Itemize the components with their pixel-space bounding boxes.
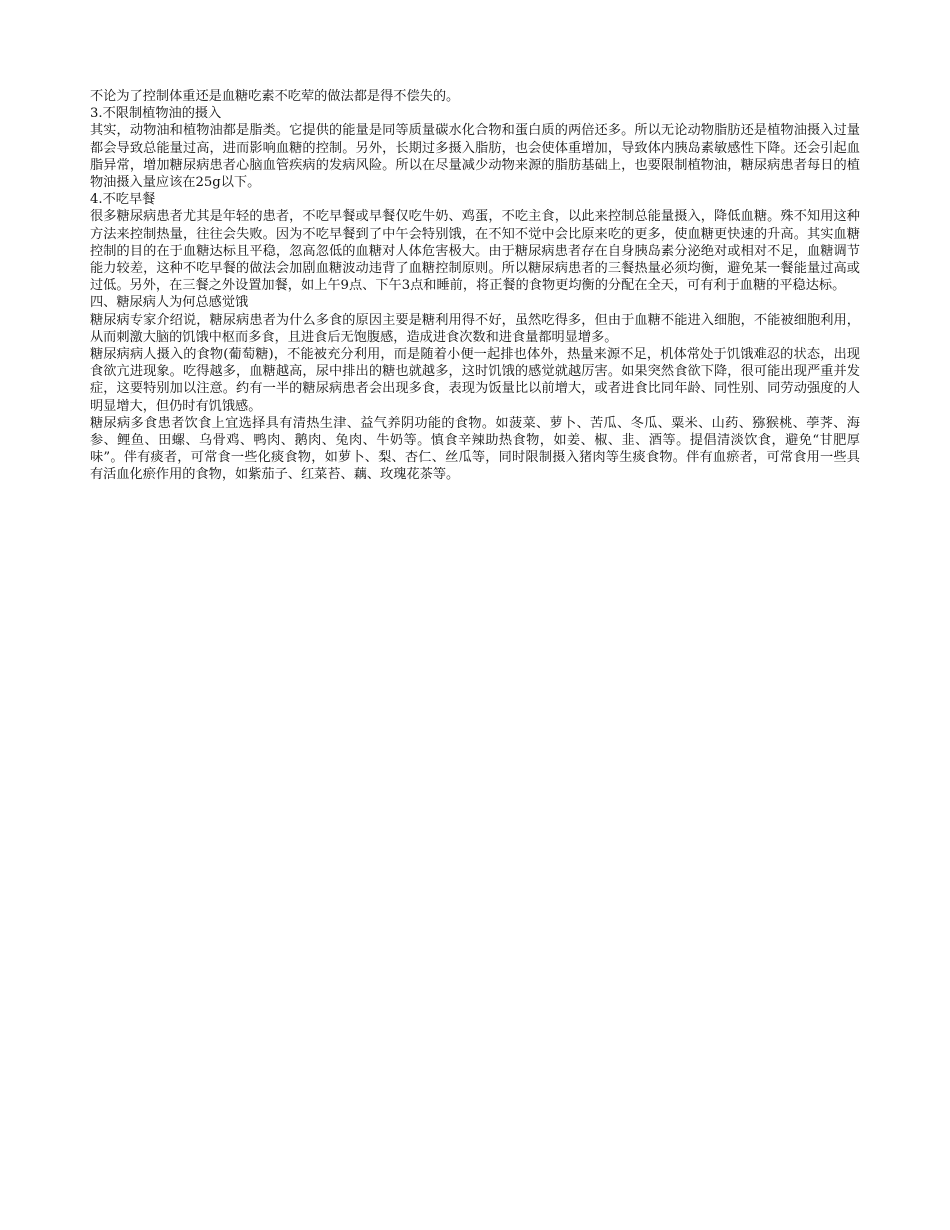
intro-paragraph: 不论为了控制体重还是血糖吃素不吃荤的做法都是得不偿失的。: [90, 89, 460, 104]
paragraph-hunger-cause: 糖尿病专家介绍说，糖尿病患者为什么多食的原因主要是糖利用得不好，虽然吃得多，但由于血糖不能进入细胞，不能被细胞利用，从而刺激大脑的饥饿中枢而多食，且进食后无饱腹感，造成进食次数和进食量都明显增多。: [90, 312, 860, 345]
document-body: [90, 88, 860, 484]
paragraph-oil-intake: 其实，动物油和植物油都是脂类。它提供的能量是同等质量碳水化合物和蛋白质的两倍还多。所以无论动物脂肪还是植物油摄入过量都会导致总能量过高，进而影响血糖的控制。另外，长期过多摄入脂肪，也会使体重增加，导致体内胰岛素敏感性下降。还会引起血脂异常，增加糖尿病患者心脑血管疾病的发病风险。所以在尽量减少动物来源的脂肪基础上，也要限制植物油，糖尿病患者每日的植物油摄入量应该在25g以下。: [90, 123, 860, 191]
paragraph-hunger-symptoms: 糖尿病病人摄入的食物(葡萄糖)，不能被充分利用，而是随着小便一起排也体外，热量来源不足，机体常处于饥饿难忍的状态，出现食欲亢进现象。吃得越多，血糖越高，尿中排出的糖也就越多，这时饥饿的感觉就越厉害。如果突然食欲下降，很可能出现严重并发症，这要特别加以注意。约有一半的糖尿病患者会出现多食，表现为饭量比以前增大，或者进食比同年龄、同性别、同劳动强度的人明显增大，但仍时有饥饿感。: [90, 347, 860, 414]
paragraph-skip-breakfast: 很多糖尿病患者尤其是年轻的患者，不吃早餐或早餐仅吃牛奶、鸡蛋，不吃主食，以此来控制总能量摄入，降低血糖。殊不知用这种方法来控制热量，往往会失败。因为不吃早餐到了中午会特别饿，在不知不觉中会比原来吃的更多，使血糖更快速的升高。其实血糖控制的目的在于血糖达标且平稳，忽高忽低的血糖对人体危害极大。由于糖尿病患者存在自身胰岛素分泌绝对或相对不足，血糖调节能力较差，这种不吃早餐的做法会加剧血糖波动违背了血糖控制原则。所以糖尿病患者的三餐热量必须均衡，避免某一餐能量过高或过低。另外，在三餐之外设置加餐，如上午9点、下午3点和睡前，将正餐的食物更均衡的分配在全天，可有利于血糖的平稳达标。: [90, 209, 860, 294]
heading-4-skip-breakfast: 4.不吃早餐: [90, 192, 156, 208]
heading-section-4-hunger: 四、糖尿病人为何总感觉饿: [90, 295, 249, 311]
paragraph-diet-advice: 糖尿病多食患者饮食上宜选择具有清热生津、益气养阴功能的食物。如菠菜、萝卜、苦瓜、冬瓜、粟米、山药、猕猴桃、荸荠、海参、鲤鱼、田螺、乌骨鸡、鸭肉、鹅肉、兔肉、牛奶等。慎食辛辣助热食物，如姜、椒、韭、酒等。提倡清淡饮食，避免“甘肥厚味”。伴有痰者，可常食一些化痰食物，如萝卜、梨、杏仁、丝瓜等，同时限制摄入猪肉等生痰食物。伴有血瘀者，可常食用一些具有活血化瘀作用的食物，如紫茄子、红菜苔、藕、玫瑰花茶等。: [90, 415, 860, 483]
heading-3-oil-intake: 3.不限制植物油的摄入: [90, 106, 222, 122]
